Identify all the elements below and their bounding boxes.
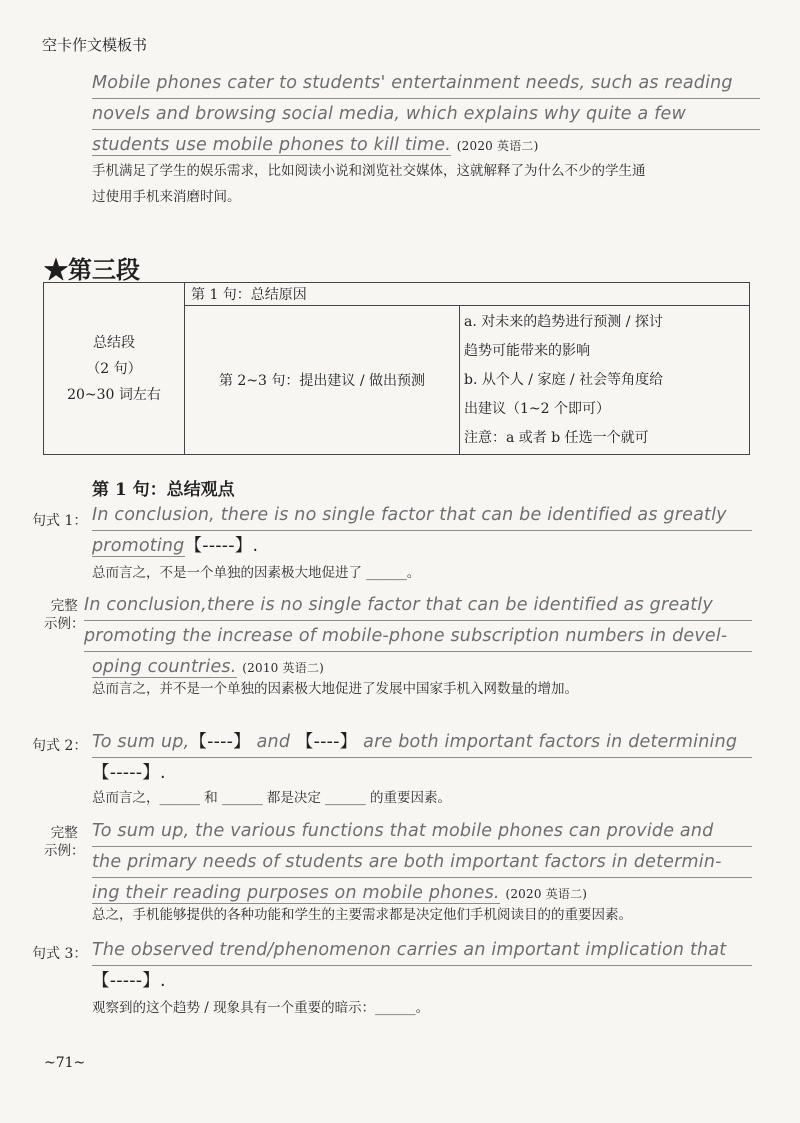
intro-source: (2020 英语二) [456, 139, 539, 153]
star-icon: ★ [44, 255, 68, 284]
section-title-text: 第三段 [68, 255, 140, 284]
table-right-line-4: 出建议（1~2 个即可） [464, 400, 610, 417]
e1-en-line-3: oping countries. (2010 英语二) [92, 657, 325, 677]
p3-en-line-1: The observed trend/phenomenon carries an important implication that [92, 935, 752, 966]
p2-blank-1: 【----】 [189, 732, 251, 752]
example-1-english [84, 590, 752, 682]
table-row2-right [460, 306, 750, 455]
intro-cn-line-2: 过使用手机来消磨时间。 [92, 189, 241, 205]
running-header: 空卡作文模板书 [42, 36, 148, 54]
pattern-3-english [92, 935, 752, 996]
intro-en-line-3: students use mobile phones to kill time. (2020 英语二) [92, 135, 539, 155]
sub-heading: 第 1 句：总结观点 [92, 480, 235, 500]
table-row1-cell: 第 1 句：总结原因 [185, 283, 750, 306]
table-left-cell [44, 283, 185, 455]
intro-en-line-2: novels and browsing social media, which explains why quite a few [92, 99, 760, 130]
pattern-2-label: 句式 2： [32, 738, 88, 754]
pattern-3-chinese: 观察到的这个趋势 / 现象具有一个重要的暗示：______。 [92, 1000, 430, 1016]
pattern-2-chinese: 总而言之，______ 和 ______ 都是决定 ______ 的重要因素。 [92, 790, 451, 806]
example-1-label: 完整 示例： [44, 598, 85, 632]
p1-blank: 【-----】. [184, 536, 259, 556]
p2-en-line-1: To sum up,【----】 and 【----】 are both important factors in determining [92, 727, 752, 758]
table-right-line-5: 注意：a 或者 b 任选一个就可 [464, 429, 649, 446]
paragraph-structure-table [43, 282, 750, 455]
section-title [44, 250, 140, 285]
table-left-line-3: 20~30 词左右 [67, 386, 161, 403]
e1-en-line-2: promoting the increase of mobile-phone subscription numbers in devel- [84, 621, 752, 652]
e2-source: (2020 英语二) [505, 887, 588, 901]
p2-blank-2: 【----】 [295, 732, 358, 752]
p2-blank-3: 【-----】. [92, 763, 166, 783]
table-right-line-2: 趋势可能带来的影响 [464, 342, 590, 359]
p3-blank: 【-----】. [92, 971, 166, 991]
pattern-1-english [92, 500, 752, 561]
e1-source: (2010 英语二) [242, 661, 325, 675]
pattern-1-label: 句式 1： [32, 513, 88, 529]
p3-en-line-2 [92, 966, 752, 996]
pattern-2-english [92, 727, 752, 788]
e2-en-line-1: To sum up, the various functions that mobile phones can provide and [92, 816, 752, 847]
e2-en-line-2: the primary needs of students are both important factors in determin- [92, 847, 752, 878]
p1-en-line-2: promoting【-----】. [92, 536, 259, 556]
intro-cn-line-1: 手机满足了学生的娱乐需求，比如阅读小说和浏览社交媒体，这就解释了为什么不少的学生通 [92, 163, 646, 179]
e2-en-line-3: ing their reading purposes on mobile phones. (2020 英语二) [92, 883, 588, 903]
intro-chinese [92, 158, 762, 210]
pattern-3-label: 句式 3： [32, 946, 88, 962]
example-2-english [92, 816, 752, 908]
p2-en-line-2 [92, 758, 752, 788]
table-left-line-2: （2 句） [86, 360, 142, 377]
p1-en-line-1: In conclusion, there is no single factor that can be identified as greatly [92, 500, 752, 531]
example-1-chinese: 总而言之，并不是一个单独的因素极大地促进了发展中国家手机入网数量的增加。 [92, 681, 578, 697]
intro-en-line-1: Mobile phones cater to students' entertainment needs, such as reading [92, 68, 760, 99]
table-right-line-3: b. 从个人 / 家庭 / 社会等角度给 [464, 371, 664, 388]
example-2-chinese: 总之，手机能够提供的各种功能和学生的主要需求都是决定他们手机阅读目的的重要因素。 [92, 907, 632, 923]
pattern-1-chinese: 总而言之，不是一个单独的因素极大地促进了 ______。 [92, 565, 421, 581]
table-left-line-1: 总结段 [93, 334, 135, 351]
page-number: ~71~ [44, 1055, 86, 1071]
table-right-line-1: a. 对未来的趋势进行预测 / 探讨 [464, 313, 663, 330]
intro-english [92, 68, 760, 160]
table-row2-mid: 第 2~3 句：提出建议 / 做出预测 [185, 306, 460, 455]
example-2-label: 完整 示例： [44, 825, 85, 859]
e1-en-line-1: In conclusion,there is no single factor that can be identified as greatly [84, 590, 752, 621]
